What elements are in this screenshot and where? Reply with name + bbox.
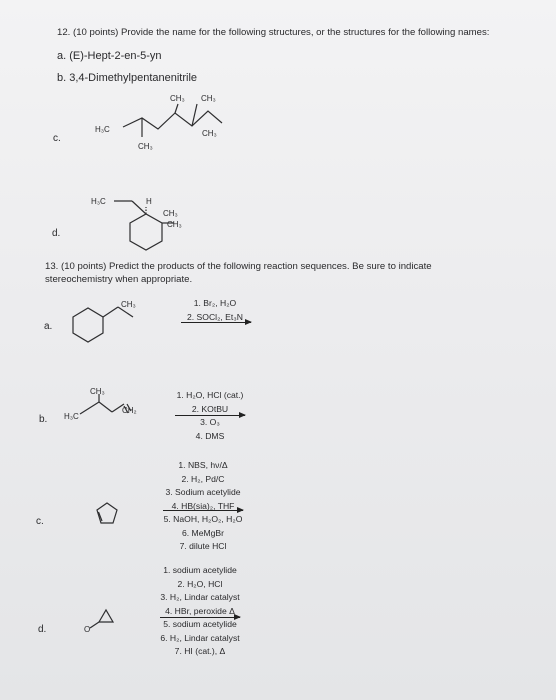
q12-c-ch3-right: CH₃ bbox=[202, 129, 217, 138]
q12-b-name: b. 3,4-Dimethylpentanenitrile bbox=[57, 72, 198, 84]
q12-d-h: H bbox=[146, 197, 152, 206]
q12-c-label: c. bbox=[53, 133, 61, 144]
q13-d-oxygen: O bbox=[84, 625, 91, 634]
q13-header-line-1: 13. (10 points) Predict the products of the following reaction sequences. Be sure to indicate bbox=[45, 261, 432, 272]
q13-d-reaction-arrow bbox=[160, 617, 240, 618]
q12-d-ch3-2: CH₃ bbox=[167, 220, 182, 229]
q13-d-reagent-2: 2. H₂O, HCl bbox=[177, 578, 223, 589]
q13-d-reagent-6: 6. H₂, Lindar catalyst bbox=[160, 632, 240, 643]
q13-b-reagent-4: 4. DMS bbox=[195, 430, 225, 441]
q12-d-label: d. bbox=[52, 228, 61, 239]
q13-c-reagent-2: 2. H₂, Pd/C bbox=[181, 473, 225, 484]
q13-c-reagent-6: 6. MeMgBr bbox=[181, 527, 225, 538]
q12-c-ch3-top-1: CH₃ bbox=[170, 94, 185, 103]
q13-c-reagent-4: 4. HB(sia)₂, THF bbox=[171, 500, 235, 511]
q13-b-ch3: CH₃ bbox=[90, 387, 105, 396]
q13-a-label: a. bbox=[44, 321, 53, 332]
q13-c-reagent-7: 7. dilute HCl bbox=[179, 541, 227, 551]
q13-a-reagent-1: 1. Br₂, H₂O bbox=[193, 298, 237, 308]
q13-d-reagent-7: 7. HI (cat.), Δ bbox=[174, 646, 226, 656]
q13-d-reagents bbox=[151, 564, 249, 659]
q13-d-label: d. bbox=[38, 624, 47, 635]
q13-header-line-2: stereochemistry when appropriate. bbox=[45, 274, 193, 285]
q13-b-reagent-3: 3. O₃ bbox=[200, 417, 220, 427]
q13-c-reagent-5: 5. NaOH, H₂O₂, H₂O bbox=[163, 514, 243, 524]
q12-c-ch3-top-2: CH₃ bbox=[201, 94, 216, 103]
q13-b-reagent-2: 2. KOtBU bbox=[191, 403, 229, 414]
q13-c-label: c. bbox=[36, 516, 44, 527]
q12-header: 12. (10 points) Provide the name for the following structures, or the structures for the following names: bbox=[57, 27, 490, 38]
q13-c-reagent-3: 3. Sodium acetylide bbox=[165, 487, 241, 497]
q12-a-name: a. (E)-Hept-2-en-5-yn bbox=[57, 50, 162, 62]
q12-c-ch3-bottom: CH₃ bbox=[138, 142, 153, 151]
q13-a-reagent-2: 2. SOCl₂, Et₃N bbox=[186, 311, 244, 322]
q13-d-reagent-1: 1. sodium acetylide bbox=[163, 565, 237, 575]
q13-b-label: b. bbox=[39, 414, 48, 425]
q12-d-h3c: H₃C bbox=[91, 197, 106, 206]
q12-c-h3c: H₃C bbox=[95, 125, 110, 134]
q13-c-reagent-1: 1. NBS, hν/Δ bbox=[178, 460, 228, 470]
q13-b-h3c: H₃C bbox=[64, 412, 79, 421]
q13-d-reagent-5: 5. sodium acetylide bbox=[163, 619, 237, 629]
q12-d-ch3-1: CH₃ bbox=[163, 209, 178, 218]
q13-b-reagent-1: 1. H₂O, HCl (cat.) bbox=[176, 390, 244, 400]
q13-b-ch2: CH₂ bbox=[122, 406, 137, 415]
q13-a-ch3: CH₃ bbox=[121, 300, 136, 309]
q13-d-reagent-3: 3. H₂, Lindar catalyst bbox=[160, 592, 240, 602]
q13-d-reagent-4: 4. HBr, peroxide Δ bbox=[165, 605, 235, 616]
